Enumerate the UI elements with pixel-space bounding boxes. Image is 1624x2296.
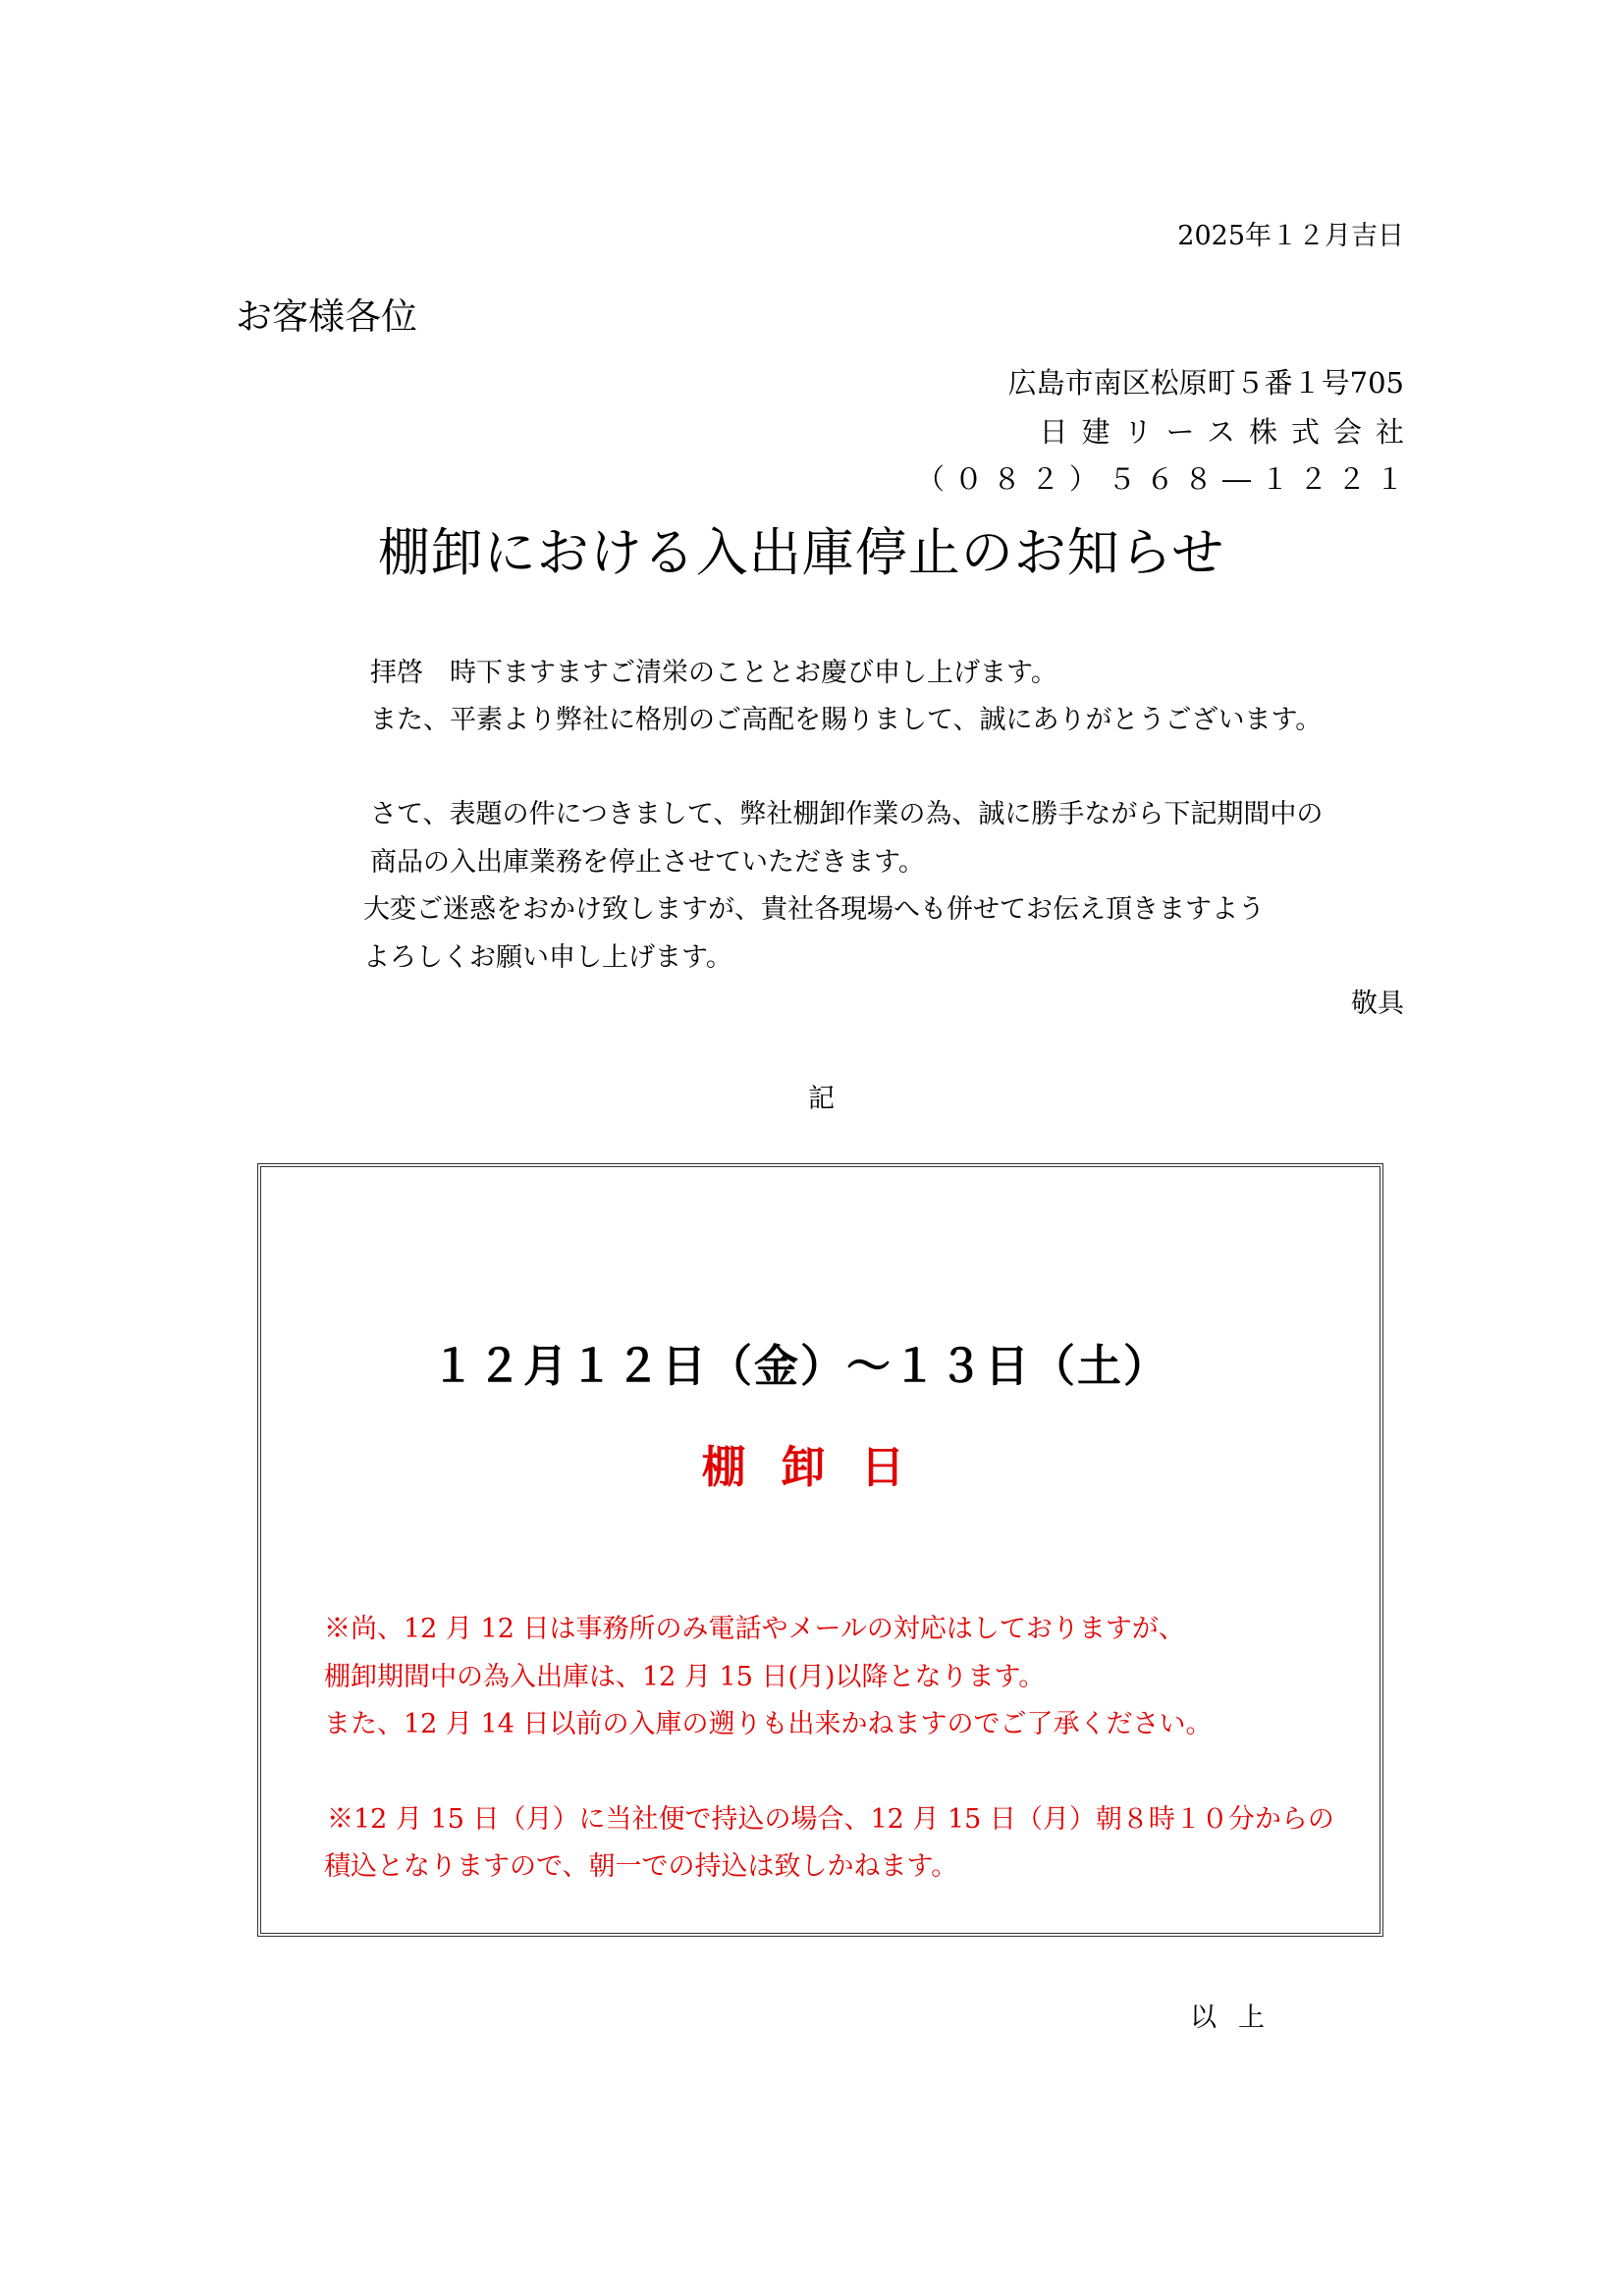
- inventory-period: １２月１２日（金）～１３日（土）: [430, 1340, 1169, 1392]
- note-no-backdating: また、12 月 14 日以前の入庫の遡りも出来かねますのでご了承ください。: [324, 1709, 1213, 1739]
- body-line-apology: 大変ご迷惑をおかけ致しますが、貴社各現場へも併せてお伝え頂きますよう: [363, 894, 1265, 925]
- document-date: 2025年１２月吉日: [1177, 221, 1404, 251]
- body-line-suspension: 商品の入出庫業務を停止させていただきます。: [370, 847, 925, 878]
- sender-company: 日建リース株式会社: [1039, 415, 1418, 449]
- body-line-greeting: 拝啓 時下ますますご清栄のこととお慶び申し上げます。: [370, 658, 1057, 688]
- ki-marker: 記: [808, 1084, 835, 1114]
- note-delivery-time: ※12 月 15 日（月）に当社便で持込の場合、12 月 15 日（月）朝８時１０分からの: [327, 1804, 1334, 1835]
- closing-keigu: 敬具: [1351, 988, 1404, 1019]
- closing-ijou: 以上: [1190, 2002, 1286, 2033]
- note-office-hours: ※尚、12 月 12 日は事務所のみ電話やメールの対応はしておりますが、: [324, 1614, 1185, 1644]
- note-resume-date: 棚卸期間中の為入出庫は、12 月 15 日(月)以降となります。: [324, 1662, 1046, 1692]
- body-line-subject: さて、表題の件につきまして、弊社棚卸作業の為、誠に勝手ながら下記期間中の: [370, 799, 1324, 829]
- body-line-thanks: また、平素より弊社に格別のご高配を賜りまして、誠にありがとうございます。: [370, 705, 1323, 735]
- note-loading: 積込となりますので、朝一での持込は致しかねます。: [324, 1851, 958, 1882]
- sender-address: 広島市南区松原町５番１号705: [1007, 366, 1404, 400]
- addressee: お客様各位: [236, 295, 417, 338]
- body-line-request: よろしくお願い申し上げます。: [363, 942, 732, 973]
- sender-phone: （０８２）５６８―１２２１: [915, 462, 1414, 496]
- inventory-day-label: 棚卸日: [701, 1441, 941, 1493]
- document-title: 棚卸における入出庫停止のお知らせ: [377, 523, 1225, 583]
